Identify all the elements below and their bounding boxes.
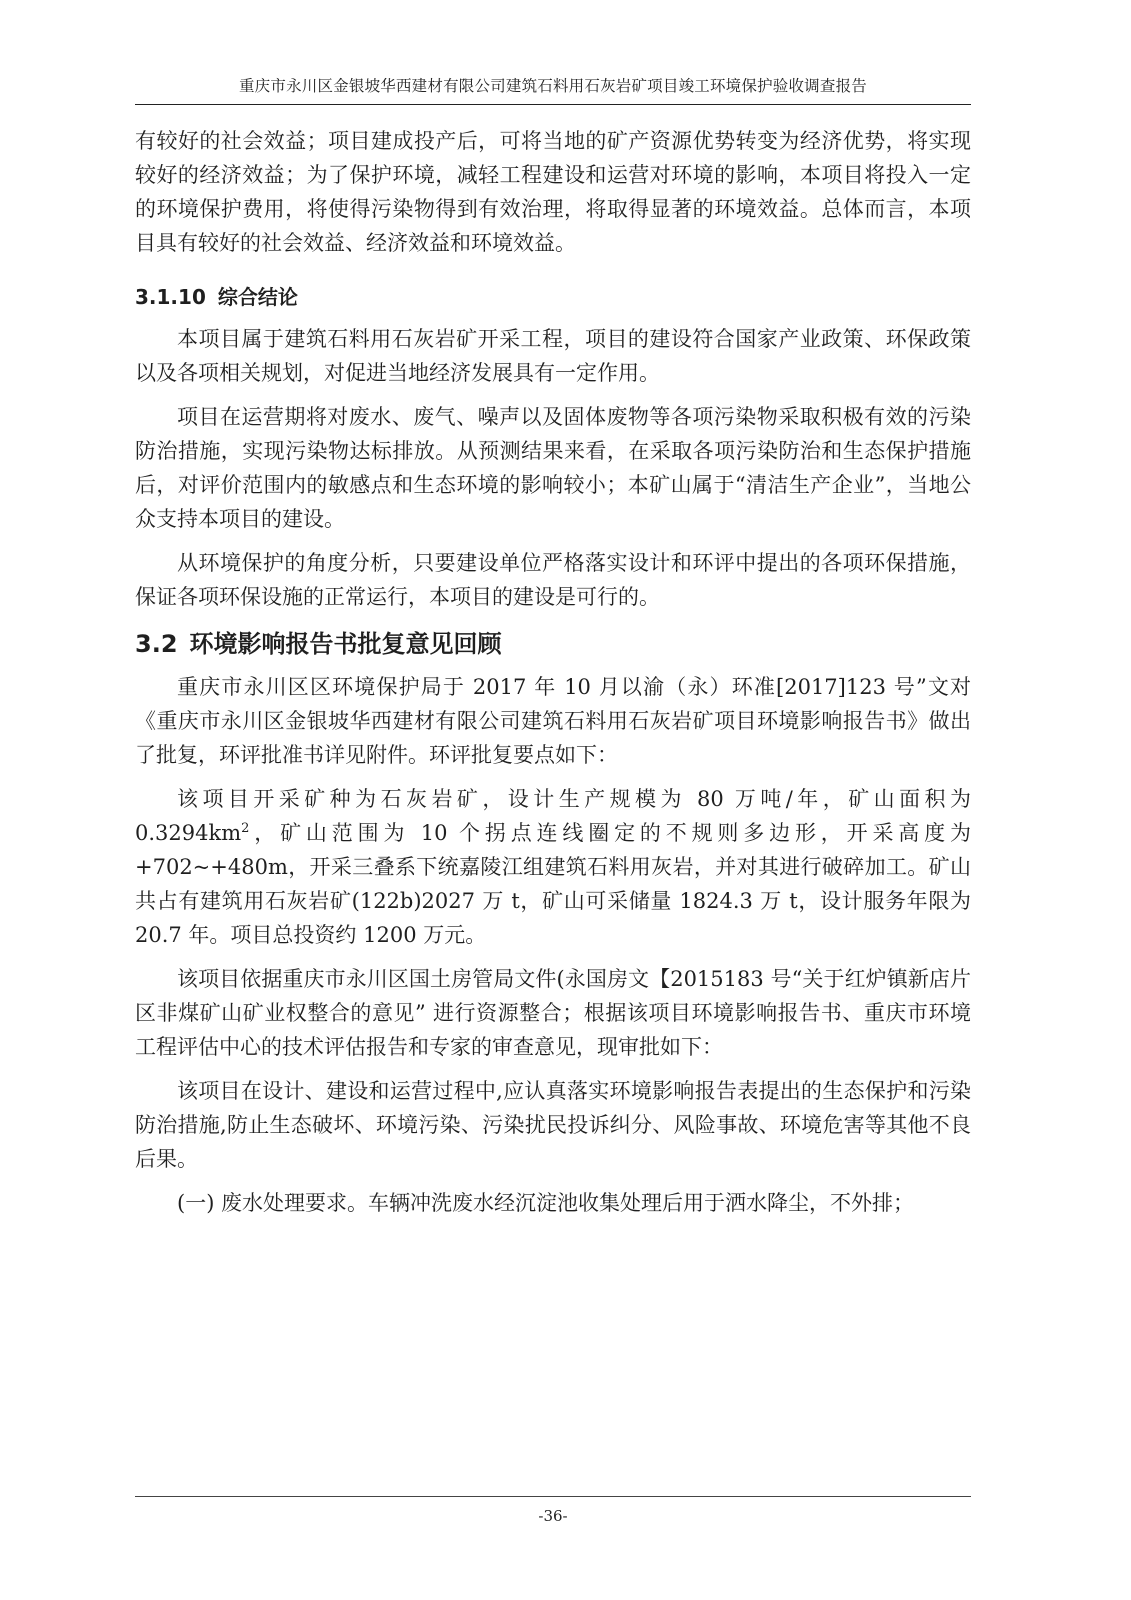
paragraph: (一) 废水处理要求。车辆冲洗废水经沉淀池收集处理后用于洒水降尘，不外排；	[177, 1191, 915, 1215]
section-heading-3-2	[135, 626, 971, 662]
text-run: 该项目开采矿种为石灰岩矿，设计生产规模为 80 万吨/年，矿山面积为 0.3294km	[135, 787, 971, 845]
page-number: -36-	[538, 1507, 568, 1525]
paragraph: 本项目属于建筑石料用石灰岩矿开采工程，项目的建设符合国家产业政策、环保政策以及各项相关规划，对促进当地经济发展具有一定作用。	[135, 327, 971, 385]
section-number: 3.1.10	[135, 285, 206, 309]
section-heading-3-1-10	[135, 282, 971, 312]
paragraph: 从环境保护的角度分析，只要建设单位严格落实设计和环评中提出的各项环保措施，保证各项环保设施的正常运行，本项目的建设是可行的。	[135, 551, 971, 609]
paragraph: 项目在运营期将对废水、废气、噪声以及固体废物等各项污染物采取积极有效的污染防治措施，实现污染物达标排放。从预测结果来看，在采取各项污染防治和生态保护措施后，对评价范围内的敏感点和生态环境的影响较小；本矿山属于“清洁生产企业”，当地公众支持本项目的建设。	[135, 405, 971, 531]
section-title: 综合结论	[217, 285, 298, 309]
running-header: 重庆市永川区金银坡华西建材有限公司建筑石料用石灰岩矿项目竣工环境保护验收调查报告	[238, 77, 867, 95]
footer-divider	[135, 1496, 971, 1497]
paragraph: 该项目在设计、建设和运营过程中,应认真落实环境影响报告表提出的生态保护和污染防治措施,防止生态破坏、环境污染、污染扰民投诉纠分、风险事故、环境危害等其他不良后果。	[135, 1079, 971, 1171]
page-body	[135, 124, 971, 1220]
paragraph-mine-specs	[135, 782, 971, 952]
paragraph: 该项目依据重庆市永川区国土房管局文件(永国房文【2015183 号“关于红炉镇新店片区非煤矿山矿业权整合的意见” 进行资源整合；根据该项目环境影响报告书、重庆市环境工程评估中心的技术评估报告和专家的审查意见，现审批如下：	[135, 967, 971, 1059]
header-divider	[135, 104, 971, 105]
paragraph: 重庆市永川区区环境保护局于 2017 年 10 月以渝（永）环准[2017]123 号”文对《重庆市永川区金银坡华西建材有限公司建筑石料用石灰岩矿项目环境影响报告书》做出了批复，环评批准书详见附件。环评批复要点如下：	[135, 675, 971, 767]
superscript: 2	[241, 821, 250, 836]
section-number: 3.2	[135, 630, 178, 658]
text-run: ，矿山范围为 10 个拐点连线圈定的不规则多边形，开采高度为+702~+480m，开采三叠系下统嘉陵江组建筑石料用灰岩，并对其进行破碎加工。矿山共占有建筑用石灰岩矿(122b)2027 万 t，矿山可采储量 1824.3 万 t，设计服务年限为 20.7 年。项目总投资约 1200 万元。	[135, 821, 971, 947]
section-title: 环境影响报告书批复意见回顾	[189, 630, 502, 658]
paragraph-intro: 有较好的社会效益；项目建成投产后，可将当地的矿产资源优势转变为经济优势，将实现较好的经济效益；为了保护环境，减轻工程建设和运营对环境的影响，本项目将投入一定的环境保护费用，将使得污染物得到有效治理，将取得显著的环境效益。总体而言，本项目具有较好的社会效益、经济效益和环境效益。	[135, 129, 971, 255]
